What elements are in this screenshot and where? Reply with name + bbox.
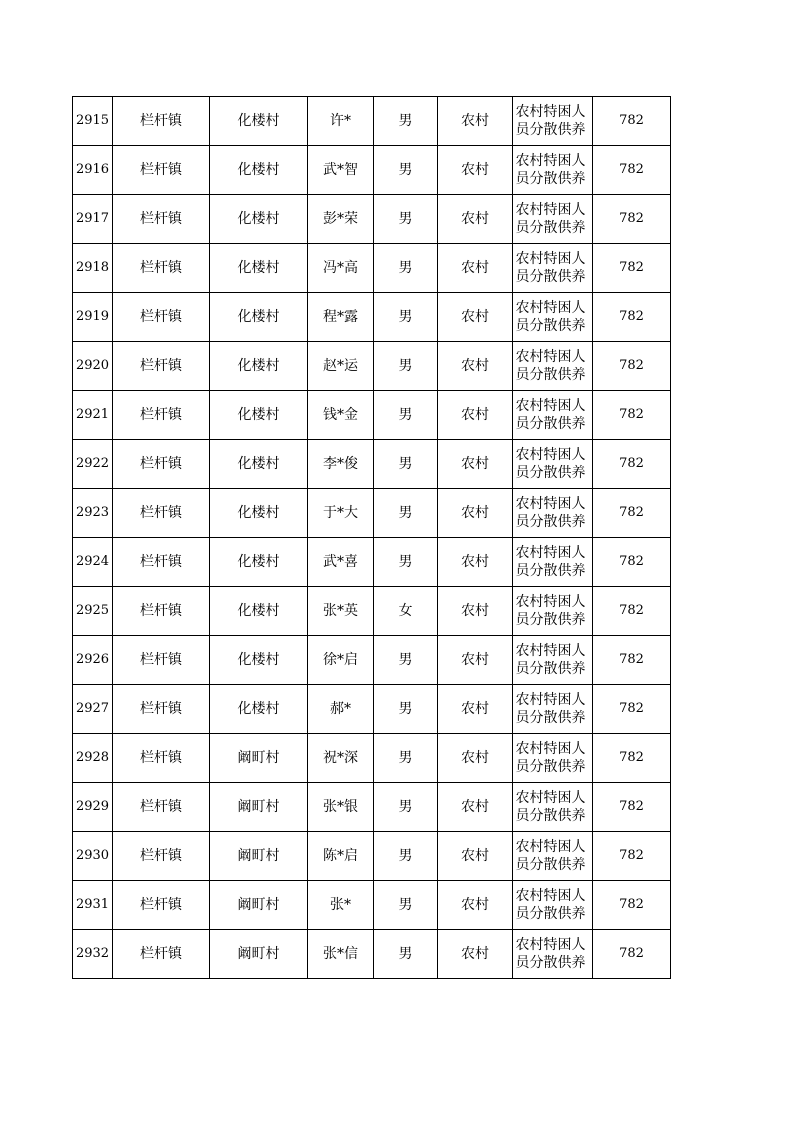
table-row (73, 342, 671, 391)
table-row (73, 244, 671, 293)
amount-cell: 782 (593, 538, 671, 587)
support-category-cell (513, 244, 593, 293)
village-cell: 阚町村 (210, 832, 308, 881)
person-name-cell: 张*银 (308, 783, 374, 832)
area-type-cell: 农村 (438, 146, 513, 195)
support-category-cell (513, 783, 593, 832)
support-category-text: 农村特困人员分散供养 (515, 692, 586, 726)
support-category-text: 农村特困人员分散供养 (515, 545, 586, 579)
gender-cell: 男 (374, 783, 438, 832)
support-category-cell (513, 195, 593, 244)
person-name-cell: 冯*高 (308, 244, 374, 293)
town-cell: 栏杆镇 (113, 685, 210, 734)
support-category-cell (513, 538, 593, 587)
town-cell: 栏杆镇 (113, 636, 210, 685)
person-name-cell: 彭*荣 (308, 195, 374, 244)
table-row (73, 293, 671, 342)
amount-cell: 782 (593, 832, 671, 881)
amount-cell: 782 (593, 587, 671, 636)
table-row (73, 195, 671, 244)
person-name-cell: 钱*金 (308, 391, 374, 440)
village-cell: 化楼村 (210, 244, 308, 293)
amount-cell: 782 (593, 685, 671, 734)
person-name-cell: 徐*启 (308, 636, 374, 685)
support-category-cell (513, 489, 593, 538)
record-number-cell: 2923 (73, 489, 113, 538)
support-category-text: 农村特困人员分散供养 (515, 643, 586, 677)
area-type-cell: 农村 (438, 734, 513, 783)
support-category-text: 农村特困人员分散供养 (515, 741, 586, 775)
amount-cell: 782 (593, 881, 671, 930)
table-row (73, 636, 671, 685)
record-number-cell: 2925 (73, 587, 113, 636)
area-type-cell: 农村 (438, 587, 513, 636)
town-cell: 栏杆镇 (113, 783, 210, 832)
table-row (73, 930, 671, 979)
support-category-cell (513, 342, 593, 391)
amount-cell: 782 (593, 391, 671, 440)
support-category-text: 农村特困人员分散供养 (515, 104, 586, 138)
amount-cell: 782 (593, 930, 671, 979)
village-cell: 化楼村 (210, 391, 308, 440)
person-name-cell: 赵*运 (308, 342, 374, 391)
town-cell: 栏杆镇 (113, 440, 210, 489)
gender-cell: 男 (374, 685, 438, 734)
area-type-cell: 农村 (438, 97, 513, 146)
support-category-text: 农村特困人员分散供养 (515, 594, 586, 628)
table-row (73, 440, 671, 489)
table-row (73, 146, 671, 195)
area-type-cell: 农村 (438, 391, 513, 440)
person-name-cell: 祝*深 (308, 734, 374, 783)
support-category-text: 农村特困人员分散供养 (515, 839, 586, 873)
person-name-cell: 陈*启 (308, 832, 374, 881)
table-row (73, 783, 671, 832)
town-cell: 栏杆镇 (113, 146, 210, 195)
village-cell: 阚町村 (210, 734, 308, 783)
town-cell: 栏杆镇 (113, 195, 210, 244)
table-row (73, 391, 671, 440)
support-category-text: 农村特困人员分散供养 (515, 447, 586, 481)
person-name-cell: 张* (308, 881, 374, 930)
table-row (73, 881, 671, 930)
support-category-text: 农村特困人员分散供养 (515, 153, 586, 187)
record-number-cell: 2932 (73, 930, 113, 979)
support-category-cell (513, 685, 593, 734)
gender-cell: 男 (374, 734, 438, 783)
area-type-cell: 农村 (438, 832, 513, 881)
support-category-cell (513, 97, 593, 146)
gender-cell: 男 (374, 391, 438, 440)
table-row (73, 734, 671, 783)
gender-cell: 男 (374, 97, 438, 146)
support-category-text: 农村特困人员分散供养 (515, 398, 586, 432)
area-type-cell: 农村 (438, 195, 513, 244)
gender-cell: 男 (374, 195, 438, 244)
record-number-cell: 2929 (73, 783, 113, 832)
table-row (73, 489, 671, 538)
gender-cell: 男 (374, 244, 438, 293)
village-cell: 化楼村 (210, 293, 308, 342)
record-number-cell: 2915 (73, 97, 113, 146)
town-cell: 栏杆镇 (113, 734, 210, 783)
amount-cell: 782 (593, 293, 671, 342)
village-cell: 化楼村 (210, 587, 308, 636)
support-category-cell (513, 734, 593, 783)
record-number-cell: 2930 (73, 832, 113, 881)
area-type-cell: 农村 (438, 244, 513, 293)
gender-cell: 男 (374, 489, 438, 538)
village-cell: 阚町村 (210, 783, 308, 832)
gender-cell: 男 (374, 636, 438, 685)
record-number-cell: 2918 (73, 244, 113, 293)
gender-cell: 男 (374, 440, 438, 489)
records-table (72, 96, 671, 979)
town-cell: 栏杆镇 (113, 538, 210, 587)
area-type-cell: 农村 (438, 685, 513, 734)
town-cell: 栏杆镇 (113, 489, 210, 538)
gender-cell: 男 (374, 930, 438, 979)
gender-cell: 男 (374, 832, 438, 881)
person-name-cell: 许* (308, 97, 374, 146)
record-number-cell: 2931 (73, 881, 113, 930)
record-number-cell: 2921 (73, 391, 113, 440)
village-cell: 化楼村 (210, 440, 308, 489)
town-cell: 栏杆镇 (113, 930, 210, 979)
gender-cell: 男 (374, 293, 438, 342)
area-type-cell: 农村 (438, 489, 513, 538)
record-number-cell: 2924 (73, 538, 113, 587)
support-category-cell (513, 832, 593, 881)
gender-cell: 男 (374, 342, 438, 391)
town-cell: 栏杆镇 (113, 832, 210, 881)
town-cell: 栏杆镇 (113, 881, 210, 930)
village-cell: 化楼村 (210, 685, 308, 734)
area-type-cell: 农村 (438, 538, 513, 587)
village-cell: 化楼村 (210, 195, 308, 244)
amount-cell: 782 (593, 195, 671, 244)
person-name-cell: 李*俊 (308, 440, 374, 489)
person-name-cell: 于*大 (308, 489, 374, 538)
support-category-cell (513, 881, 593, 930)
record-number-cell: 2927 (73, 685, 113, 734)
table-row (73, 685, 671, 734)
person-name-cell: 张*英 (308, 587, 374, 636)
support-category-text: 农村特困人员分散供养 (515, 790, 586, 824)
town-cell: 栏杆镇 (113, 587, 210, 636)
support-category-text: 农村特困人员分散供养 (515, 937, 586, 971)
record-number-cell: 2919 (73, 293, 113, 342)
village-cell: 化楼村 (210, 489, 308, 538)
gender-cell: 女 (374, 587, 438, 636)
record-number-cell: 2917 (73, 195, 113, 244)
town-cell: 栏杆镇 (113, 391, 210, 440)
amount-cell: 782 (593, 783, 671, 832)
area-type-cell: 农村 (438, 783, 513, 832)
record-number-cell: 2922 (73, 440, 113, 489)
person-name-cell: 张*信 (308, 930, 374, 979)
person-name-cell: 郝* (308, 685, 374, 734)
support-category-text: 农村特困人员分散供养 (515, 202, 586, 236)
support-category-text: 农村特困人员分散供养 (515, 888, 586, 922)
amount-cell: 782 (593, 342, 671, 391)
support-category-text: 农村特困人员分散供养 (515, 349, 586, 383)
amount-cell: 782 (593, 734, 671, 783)
table-row (73, 538, 671, 587)
support-category-cell (513, 930, 593, 979)
area-type-cell: 农村 (438, 440, 513, 489)
village-cell: 阚町村 (210, 930, 308, 979)
town-cell: 栏杆镇 (113, 293, 210, 342)
amount-cell: 782 (593, 636, 671, 685)
support-category-text: 农村特困人员分散供养 (515, 251, 586, 285)
village-cell: 化楼村 (210, 146, 308, 195)
support-category-cell (513, 391, 593, 440)
village-cell: 化楼村 (210, 538, 308, 587)
support-category-text: 农村特困人员分散供养 (515, 496, 586, 530)
village-cell: 阚町村 (210, 881, 308, 930)
village-cell: 化楼村 (210, 636, 308, 685)
area-type-cell: 农村 (438, 342, 513, 391)
area-type-cell: 农村 (438, 636, 513, 685)
support-category-cell (513, 440, 593, 489)
person-name-cell: 武*智 (308, 146, 374, 195)
amount-cell: 782 (593, 489, 671, 538)
table-row (73, 97, 671, 146)
person-name-cell: 武*喜 (308, 538, 374, 587)
record-number-cell: 2926 (73, 636, 113, 685)
amount-cell: 782 (593, 97, 671, 146)
support-category-cell (513, 587, 593, 636)
town-cell: 栏杆镇 (113, 244, 210, 293)
area-type-cell: 农村 (438, 293, 513, 342)
support-category-cell (513, 636, 593, 685)
support-category-cell (513, 293, 593, 342)
gender-cell: 男 (374, 881, 438, 930)
support-category-cell (513, 146, 593, 195)
area-type-cell: 农村 (438, 881, 513, 930)
area-type-cell: 农村 (438, 930, 513, 979)
table-row (73, 587, 671, 636)
record-number-cell: 2916 (73, 146, 113, 195)
records-body (73, 97, 671, 979)
support-category-text: 农村特困人员分散供养 (515, 300, 586, 334)
amount-cell: 782 (593, 146, 671, 195)
town-cell: 栏杆镇 (113, 342, 210, 391)
village-cell: 化楼村 (210, 97, 308, 146)
record-number-cell: 2928 (73, 734, 113, 783)
amount-cell: 782 (593, 244, 671, 293)
record-number-cell: 2920 (73, 342, 113, 391)
gender-cell: 男 (374, 146, 438, 195)
person-name-cell: 程*露 (308, 293, 374, 342)
table-row (73, 832, 671, 881)
village-cell: 化楼村 (210, 342, 308, 391)
town-cell: 栏杆镇 (113, 97, 210, 146)
amount-cell: 782 (593, 440, 671, 489)
gender-cell: 男 (374, 538, 438, 587)
